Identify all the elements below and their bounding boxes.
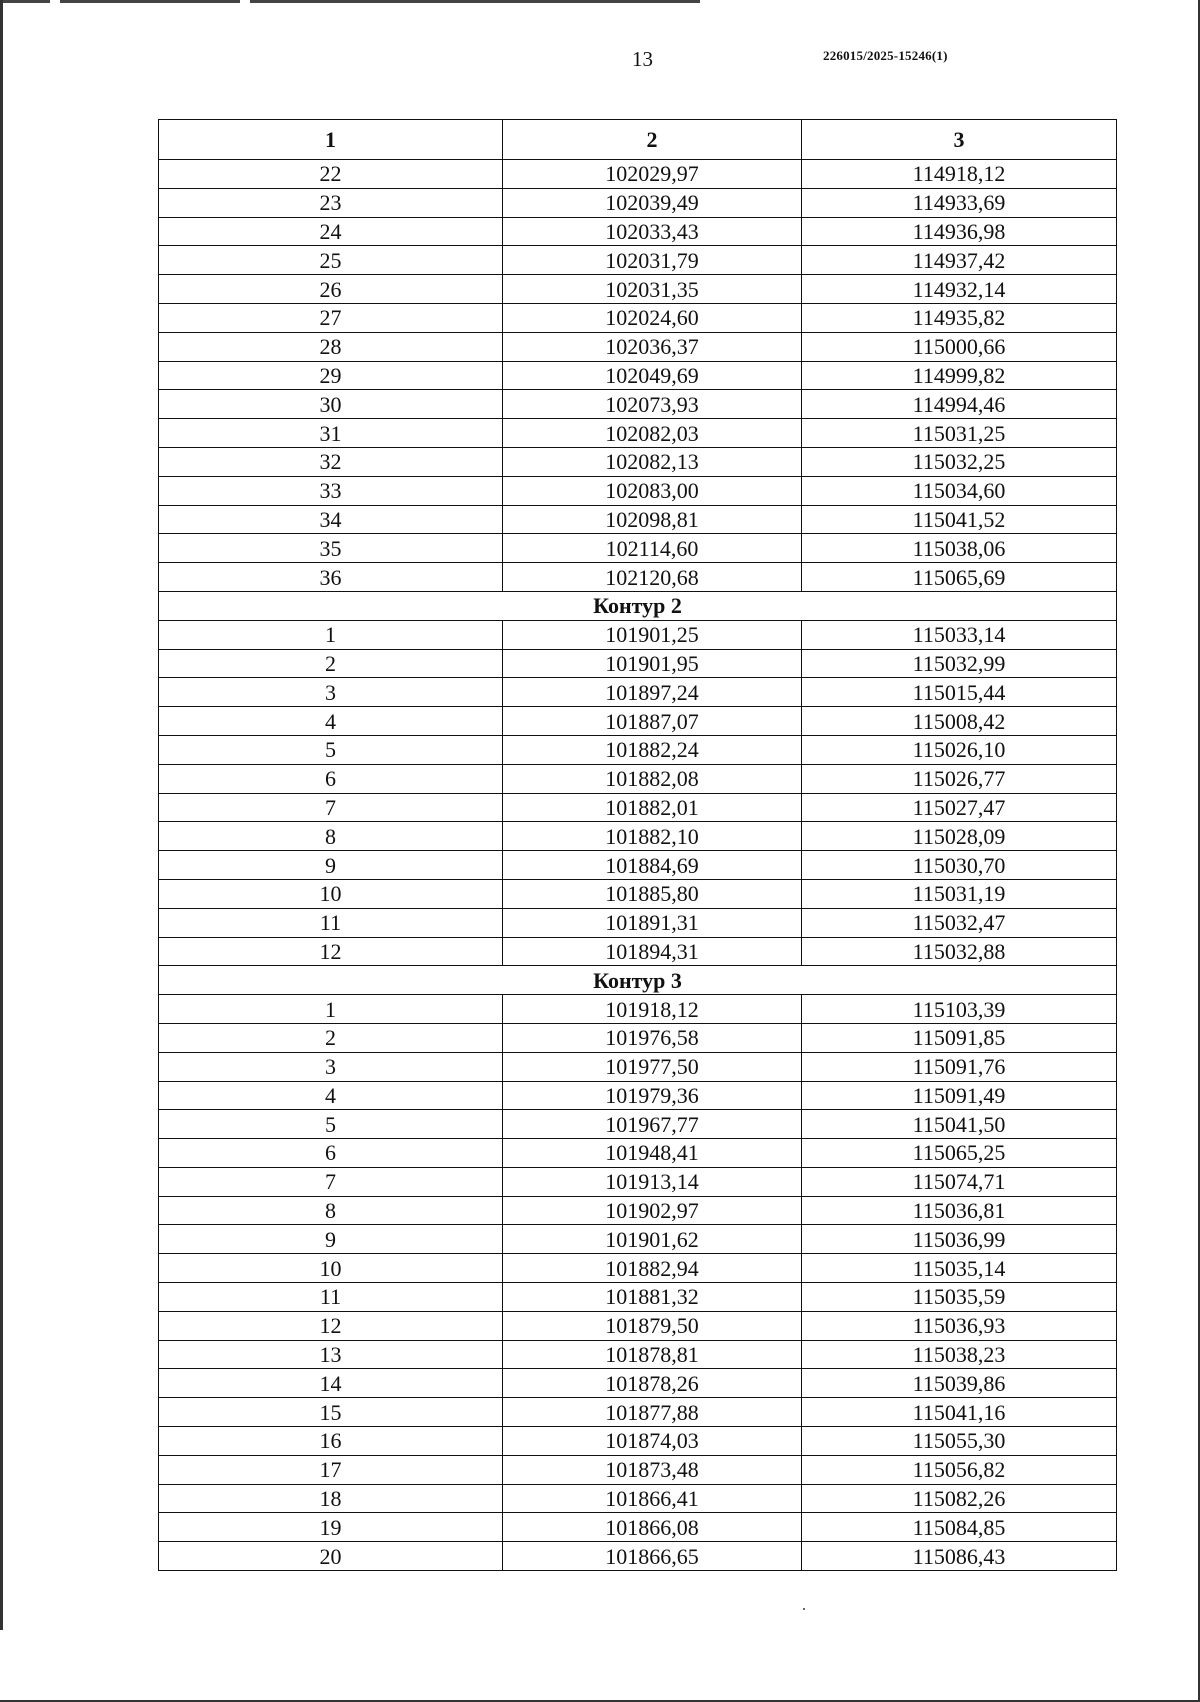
y-coordinate-cell: 115032,25: [802, 447, 1117, 476]
point-number-cell: 17: [159, 1455, 503, 1484]
point-number-cell: 6: [159, 764, 503, 793]
x-coordinate-cell: 102049,69: [503, 361, 802, 390]
x-coordinate-cell: 102098,81: [503, 505, 802, 534]
header-row: [159, 120, 1117, 160]
table-row: [159, 1196, 1117, 1225]
y-coordinate-cell: 115091,49: [802, 1081, 1117, 1110]
table-row: [159, 188, 1117, 217]
table-row: [159, 217, 1117, 246]
contour-heading: Контур 2: [159, 591, 1117, 620]
point-number-cell: 24: [159, 217, 503, 246]
x-coordinate-cell: 102120,68: [503, 563, 802, 592]
y-coordinate-cell: 115031,25: [802, 419, 1117, 448]
y-coordinate-cell: 115082,26: [802, 1484, 1117, 1513]
column-header-y: 3: [802, 120, 1117, 160]
table-row: [159, 678, 1117, 707]
x-coordinate-cell: 101901,25: [503, 620, 802, 649]
y-coordinate-cell: 115103,39: [802, 995, 1117, 1024]
table-row: [159, 879, 1117, 908]
point-number-cell: 16: [159, 1427, 503, 1456]
table-row: [159, 563, 1117, 592]
y-coordinate-cell: 115034,60: [802, 476, 1117, 505]
point-number-cell: 11: [159, 908, 503, 937]
table-row: [159, 505, 1117, 534]
table-row: [159, 1081, 1117, 1110]
y-coordinate-cell: 114932,14: [802, 275, 1117, 304]
y-coordinate-cell: 114937,42: [802, 246, 1117, 275]
point-number-cell: 6: [159, 1139, 503, 1168]
y-coordinate-cell: 115091,76: [802, 1052, 1117, 1081]
point-number-cell: 11: [159, 1283, 503, 1312]
point-number-cell: 8: [159, 822, 503, 851]
table-row: [159, 303, 1117, 332]
page-number: 13: [632, 47, 653, 71]
y-coordinate-cell: 115091,85: [802, 1023, 1117, 1052]
point-number-cell: 36: [159, 563, 503, 592]
y-coordinate-cell: 114933,69: [802, 188, 1117, 217]
table-row: [159, 1225, 1117, 1254]
y-coordinate-cell: 115041,16: [802, 1398, 1117, 1427]
x-coordinate-cell: 101979,36: [503, 1081, 802, 1110]
table-header: [159, 120, 1117, 160]
point-number-cell: 34: [159, 505, 503, 534]
point-number-cell: 5: [159, 1110, 503, 1139]
document-reference: 226015/2025-15246(1): [823, 48, 948, 63]
table-row: [159, 390, 1117, 419]
x-coordinate-cell: 101878,81: [503, 1340, 802, 1369]
point-number-cell: 15: [159, 1398, 503, 1427]
column-header-x: 2: [503, 120, 802, 160]
x-coordinate-cell: 102039,49: [503, 188, 802, 217]
x-coordinate-cell: 102082,13: [503, 447, 802, 476]
x-coordinate-cell: 101878,26: [503, 1369, 802, 1398]
point-number-cell: 13: [159, 1340, 503, 1369]
point-number-cell: 18: [159, 1484, 503, 1513]
point-number-cell: 14: [159, 1369, 503, 1398]
x-coordinate-cell: 102082,03: [503, 419, 802, 448]
x-coordinate-cell: 101901,95: [503, 649, 802, 678]
y-coordinate-cell: 115032,47: [802, 908, 1117, 937]
table-row: [159, 1484, 1117, 1513]
x-coordinate-cell: 102083,00: [503, 476, 802, 505]
x-coordinate-cell: 101873,48: [503, 1455, 802, 1484]
table-row: [159, 1513, 1117, 1542]
point-number-cell: 35: [159, 534, 503, 563]
y-coordinate-cell: 115000,66: [802, 332, 1117, 361]
y-coordinate-cell: 115036,99: [802, 1225, 1117, 1254]
x-coordinate-cell: 101874,03: [503, 1427, 802, 1456]
point-number-cell: 28: [159, 332, 503, 361]
table-row: [159, 160, 1117, 189]
point-number-cell: 9: [159, 851, 503, 880]
y-coordinate-cell: 115008,42: [802, 707, 1117, 736]
table-row: [159, 476, 1117, 505]
point-number-cell: 1: [159, 995, 503, 1024]
y-coordinate-cell: 115030,70: [802, 851, 1117, 880]
table-row: [159, 995, 1117, 1024]
y-coordinate-cell: 114936,98: [802, 217, 1117, 246]
table-body: [159, 160, 1117, 1571]
y-coordinate-cell: 115032,88: [802, 937, 1117, 966]
x-coordinate-cell: 101866,41: [503, 1484, 802, 1513]
y-coordinate-cell: 114935,82: [802, 303, 1117, 332]
y-coordinate-cell: 115086,43: [802, 1542, 1117, 1571]
table-row: [159, 1455, 1117, 1484]
table-row: [159, 447, 1117, 476]
x-coordinate-cell: 101977,50: [503, 1052, 802, 1081]
table-row: [159, 620, 1117, 649]
point-number-cell: 1: [159, 620, 503, 649]
scan-speck: [803, 1608, 805, 1610]
x-coordinate-cell: 101891,31: [503, 908, 802, 937]
y-coordinate-cell: 115036,93: [802, 1311, 1117, 1340]
table-row: [159, 1052, 1117, 1081]
y-coordinate-cell: 115026,77: [802, 764, 1117, 793]
point-number-cell: 10: [159, 1254, 503, 1283]
y-coordinate-cell: 115032,99: [802, 649, 1117, 678]
x-coordinate-cell: 101882,24: [503, 735, 802, 764]
table-row: [159, 1369, 1117, 1398]
table-row: [159, 908, 1117, 937]
x-coordinate-cell: 102031,79: [503, 246, 802, 275]
y-coordinate-cell: 114918,12: [802, 160, 1117, 189]
y-coordinate-cell: 115065,69: [802, 563, 1117, 592]
point-number-cell: 2: [159, 1023, 503, 1052]
x-coordinate-cell: 101901,62: [503, 1225, 802, 1254]
point-number-cell: 25: [159, 246, 503, 275]
y-coordinate-cell: 115033,14: [802, 620, 1117, 649]
x-coordinate-cell: 101897,24: [503, 678, 802, 707]
x-coordinate-cell: 101894,31: [503, 937, 802, 966]
table-row: [159, 1139, 1117, 1168]
y-coordinate-cell: 115031,19: [802, 879, 1117, 908]
y-coordinate-cell: 115074,71: [802, 1167, 1117, 1196]
x-coordinate-cell: 101882,94: [503, 1254, 802, 1283]
point-number-cell: 31: [159, 419, 503, 448]
point-number-cell: 26: [159, 275, 503, 304]
table-row: [159, 793, 1117, 822]
scan-border-left: [0, 0, 3, 1630]
point-number-cell: 10: [159, 879, 503, 908]
point-number-cell: 8: [159, 1196, 503, 1225]
x-coordinate-cell: 101882,01: [503, 793, 802, 822]
x-coordinate-cell: 101882,08: [503, 764, 802, 793]
y-coordinate-cell: 115036,81: [802, 1196, 1117, 1225]
table-row: [159, 361, 1117, 390]
table-row: [159, 1427, 1117, 1456]
y-coordinate-cell: 115027,47: [802, 793, 1117, 822]
y-coordinate-cell: 115026,10: [802, 735, 1117, 764]
x-coordinate-cell: 102029,97: [503, 160, 802, 189]
y-coordinate-cell: 115035,14: [802, 1254, 1117, 1283]
y-coordinate-cell: 115041,52: [802, 505, 1117, 534]
y-coordinate-cell: 115056,82: [802, 1455, 1117, 1484]
contour-heading: Контур 3: [159, 966, 1117, 995]
point-number-cell: 7: [159, 1167, 503, 1196]
point-number-cell: 30: [159, 390, 503, 419]
point-number-cell: 12: [159, 1311, 503, 1340]
table-row: [159, 1110, 1117, 1139]
point-number-cell: 7: [159, 793, 503, 822]
table-row: [159, 1254, 1117, 1283]
point-number-cell: 3: [159, 1052, 503, 1081]
table-row: [159, 1398, 1117, 1427]
x-coordinate-cell: 101976,58: [503, 1023, 802, 1052]
point-number-cell: 23: [159, 188, 503, 217]
table-row: [159, 937, 1117, 966]
point-number-cell: 32: [159, 447, 503, 476]
table-row: [159, 1167, 1117, 1196]
y-coordinate-cell: 115041,50: [802, 1110, 1117, 1139]
x-coordinate-cell: 101866,65: [503, 1542, 802, 1571]
table-row: [159, 275, 1117, 304]
x-coordinate-cell: 102036,37: [503, 332, 802, 361]
table-row: [159, 1311, 1117, 1340]
table-row: [159, 851, 1117, 880]
x-coordinate-cell: 101879,50: [503, 1311, 802, 1340]
y-coordinate-cell: 115028,09: [802, 822, 1117, 851]
y-coordinate-cell: 115015,44: [802, 678, 1117, 707]
point-number-cell: 20: [159, 1542, 503, 1571]
table-row: [159, 534, 1117, 563]
column-header-point: 1: [159, 120, 503, 160]
table-row: [159, 735, 1117, 764]
table-row: [159, 1283, 1117, 1312]
point-number-cell: 3: [159, 678, 503, 707]
x-coordinate-cell: 102073,93: [503, 390, 802, 419]
table-row: [159, 332, 1117, 361]
x-coordinate-cell: 102024,60: [503, 303, 802, 332]
table-row: [159, 1542, 1117, 1571]
point-number-cell: 29: [159, 361, 503, 390]
y-coordinate-cell: 115039,86: [802, 1369, 1117, 1398]
table-row: [159, 1340, 1117, 1369]
scan-border-top: [0, 0, 1200, 3]
table-row: [159, 822, 1117, 851]
y-coordinate-cell: 115035,59: [802, 1283, 1117, 1312]
x-coordinate-cell: 101885,80: [503, 879, 802, 908]
y-coordinate-cell: 115055,30: [802, 1427, 1117, 1456]
table-row: [159, 707, 1117, 736]
y-coordinate-cell: 114994,46: [802, 390, 1117, 419]
contour-heading-row: [159, 966, 1117, 995]
x-coordinate-cell: 102033,43: [503, 217, 802, 246]
point-number-cell: 22: [159, 160, 503, 189]
table-row: [159, 246, 1117, 275]
y-coordinate-cell: 115038,23: [802, 1340, 1117, 1369]
point-number-cell: 33: [159, 476, 503, 505]
x-coordinate-cell: 101918,12: [503, 995, 802, 1024]
y-coordinate-cell: 114999,82: [802, 361, 1117, 390]
point-number-cell: 4: [159, 1081, 503, 1110]
x-coordinate-cell: 101882,10: [503, 822, 802, 851]
x-coordinate-cell: 102114,60: [503, 534, 802, 563]
x-coordinate-cell: 101887,07: [503, 707, 802, 736]
x-coordinate-cell: 101884,69: [503, 851, 802, 880]
y-coordinate-cell: 115038,06: [802, 534, 1117, 563]
point-number-cell: 12: [159, 937, 503, 966]
contour-heading-row: [159, 591, 1117, 620]
point-number-cell: 9: [159, 1225, 503, 1254]
point-number-cell: 2: [159, 649, 503, 678]
point-number-cell: 27: [159, 303, 503, 332]
x-coordinate-cell: 101877,88: [503, 1398, 802, 1427]
table-row: [159, 1023, 1117, 1052]
table-row: [159, 419, 1117, 448]
x-coordinate-cell: 101902,97: [503, 1196, 802, 1225]
x-coordinate-cell: 101948,41: [503, 1139, 802, 1168]
x-coordinate-cell: 101913,14: [503, 1167, 802, 1196]
x-coordinate-cell: 101881,32: [503, 1283, 802, 1312]
x-coordinate-cell: 101866,08: [503, 1513, 802, 1542]
point-number-cell: 4: [159, 707, 503, 736]
table-row: [159, 649, 1117, 678]
x-coordinate-cell: 102031,35: [503, 275, 802, 304]
y-coordinate-cell: 115084,85: [802, 1513, 1117, 1542]
point-number-cell: 5: [159, 735, 503, 764]
y-coordinate-cell: 115065,25: [802, 1139, 1117, 1168]
table-row: [159, 764, 1117, 793]
coordinates-table: [158, 119, 1117, 1571]
x-coordinate-cell: 101967,77: [503, 1110, 802, 1139]
point-number-cell: 19: [159, 1513, 503, 1542]
